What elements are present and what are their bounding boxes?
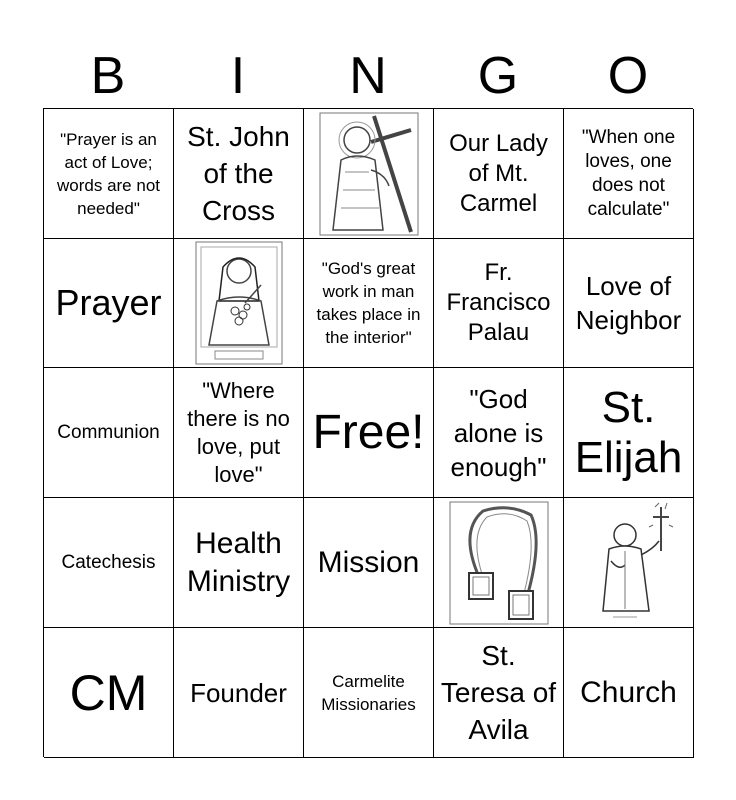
bingo-cell[interactable] (434, 109, 564, 239)
bingo-cell[interactable] (434, 628, 564, 758)
st-therese-icon (195, 241, 283, 365)
cell-text: Love of Neighbor (575, 271, 682, 335)
bingo-cell[interactable] (174, 628, 304, 758)
cell-text: Our Lady of Mt. Carmel (449, 129, 548, 217)
bingo-cell[interactable] (304, 109, 434, 239)
bingo-cell[interactable] (564, 498, 694, 628)
bingo-cell[interactable] (304, 628, 434, 758)
saint-with-cross-icon (319, 112, 419, 236)
cell-text: St. John of the Cross (187, 121, 290, 226)
header-letter-n: N (349, 47, 387, 105)
cell-text: "God's great work in man takes place in the interior" (316, 259, 421, 347)
cell-text: Fr. Francisco Palau (446, 259, 551, 346)
bingo-cell[interactable] (434, 498, 564, 628)
cell-text: Mission (317, 545, 420, 579)
cell-text: St. Teresa of Avila (440, 640, 557, 745)
cell-text: Catechesis (61, 551, 156, 573)
bingo-cell[interactable] (44, 498, 174, 628)
bingo-cell[interactable] (434, 368, 564, 498)
bingo-cell[interactable] (174, 239, 304, 368)
bingo-card (43, 108, 693, 757)
header-letter-o: O (607, 47, 649, 105)
bingo-cell[interactable] (304, 239, 434, 368)
bingo-cell[interactable] (44, 368, 174, 498)
header-letter-b: B (90, 47, 126, 105)
cell-text: Prayer (55, 282, 162, 323)
cell-text: "When one loves, one does not calculate" (581, 126, 676, 220)
free-space-cell[interactable] (304, 368, 434, 498)
bingo-cell[interactable] (564, 239, 694, 368)
cell-text: Founder (190, 677, 287, 708)
free-space-label: Free! (312, 405, 425, 459)
bingo-cell[interactable] (174, 109, 304, 239)
bingo-header (43, 44, 693, 108)
cell-text: Communion (57, 421, 160, 443)
bingo-cell[interactable] (304, 498, 434, 628)
cell-text: Church (580, 675, 677, 709)
bingo-cell[interactable] (564, 109, 694, 239)
cell-text: "God alone is enough" (450, 383, 547, 482)
friar-with-cross-icon (579, 501, 679, 625)
bingo-cell[interactable] (174, 498, 304, 628)
cell-text: "Prayer is an act of Love; words are not needed" (57, 129, 160, 218)
header-letter-g: G (477, 47, 519, 105)
bingo-cell[interactable] (174, 368, 304, 498)
cell-text: "Where there is no love, put love" (187, 377, 290, 487)
cell-text: St. Elijah (574, 382, 683, 482)
bingo-cell[interactable] (44, 239, 174, 368)
bingo-cell[interactable] (564, 368, 694, 498)
bingo-cell[interactable] (564, 628, 694, 758)
header-letter-i: I (230, 47, 246, 105)
bingo-cell[interactable] (44, 628, 174, 758)
bingo-cell[interactable] (44, 109, 174, 239)
bingo-cell[interactable] (434, 239, 564, 368)
cell-text: CM (69, 664, 148, 721)
cell-text: Health Ministry (186, 526, 291, 598)
cell-text: Carmelite Missionaries (321, 671, 416, 714)
brown-scapular-icon (449, 501, 549, 625)
